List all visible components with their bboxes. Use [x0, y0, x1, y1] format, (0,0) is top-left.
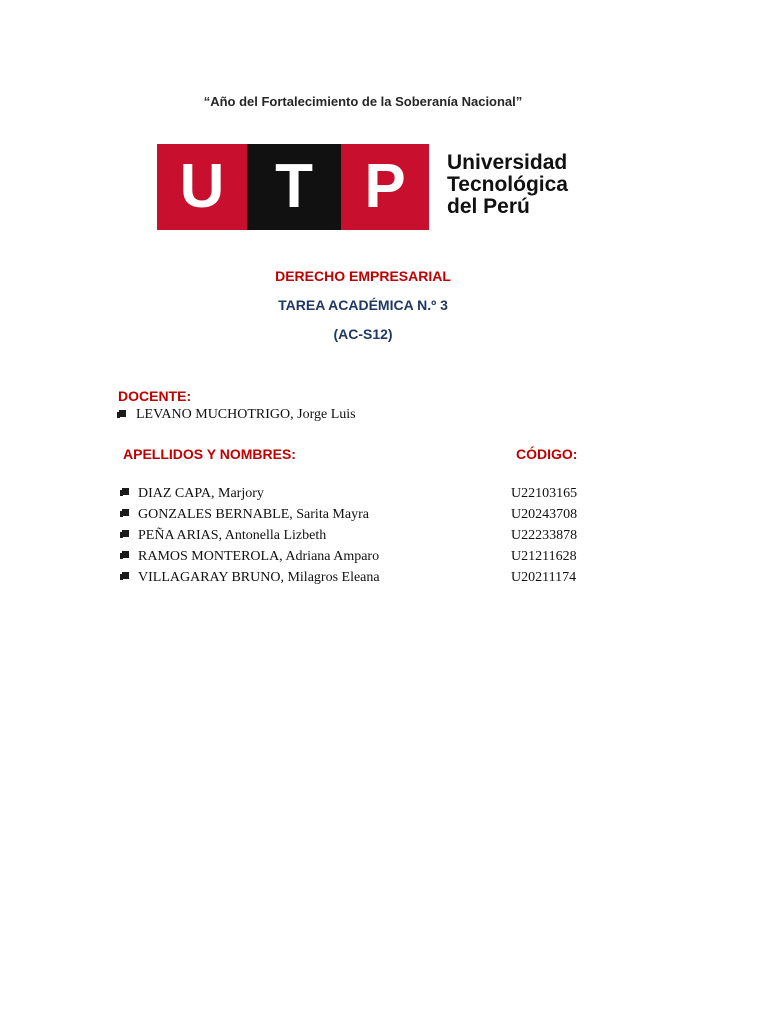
logo-line-3: del Perú	[447, 195, 530, 218]
student-list	[118, 486, 598, 591]
logo-line-1: Universidad	[447, 151, 568, 174]
task-code: (AC-S12)	[333, 326, 393, 342]
course-title: DERECHO EMPRESARIAL	[275, 268, 451, 284]
logo-line-2: Tecnológica	[447, 173, 568, 196]
logo-letter-u: U	[157, 144, 247, 230]
logo-letter-t: T	[247, 144, 341, 230]
student-name: PEÑA ARIAS, Antonella Lizbeth	[138, 528, 327, 543]
code-column-header: CÓDIGO:	[516, 446, 578, 462]
student-name: DIAZ CAPA, Marjory	[138, 486, 264, 501]
utp-logo	[157, 144, 577, 230]
student-code: U21211628	[511, 549, 577, 564]
list-item	[118, 486, 598, 507]
bullet-icon	[122, 509, 129, 516]
national-motto: “Año del Fortalecimiento de la Soberanía Nacional”	[203, 94, 523, 109]
student-name: GONZALES BERNABLE, Sarita Mayra	[138, 507, 369, 522]
bullet-icon	[122, 530, 129, 537]
bullet-icon	[122, 488, 129, 495]
student-code: U20211174	[511, 570, 577, 585]
task-title: TAREA ACADÉMICA N.º 3	[278, 297, 448, 313]
docente-item	[118, 407, 518, 425]
student-code: U22233878	[511, 528, 578, 543]
names-column-header: APELLIDOS Y NOMBRES:	[123, 446, 296, 462]
docente-name: LEVANO MUCHOTRIGO, Jorge Luis	[136, 407, 356, 422]
list-item	[118, 507, 598, 528]
student-code: U22103165	[511, 486, 578, 501]
docente-label: DOCENTE:	[118, 388, 192, 404]
student-code: U20243708	[511, 507, 578, 522]
bullet-icon	[122, 551, 129, 558]
list-item	[118, 528, 598, 549]
list-item	[118, 549, 598, 570]
logo-letter-p: P	[341, 144, 429, 230]
bullet-icon	[122, 572, 129, 579]
student-name: VILLAGARAY BRUNO, Milagros Eleana	[138, 570, 380, 585]
student-name: RAMOS MONTEROLA, Adriana Amparo	[138, 549, 380, 564]
logo-wordmark	[447, 152, 568, 218]
bullet-icon	[119, 410, 126, 417]
list-item	[118, 570, 598, 591]
